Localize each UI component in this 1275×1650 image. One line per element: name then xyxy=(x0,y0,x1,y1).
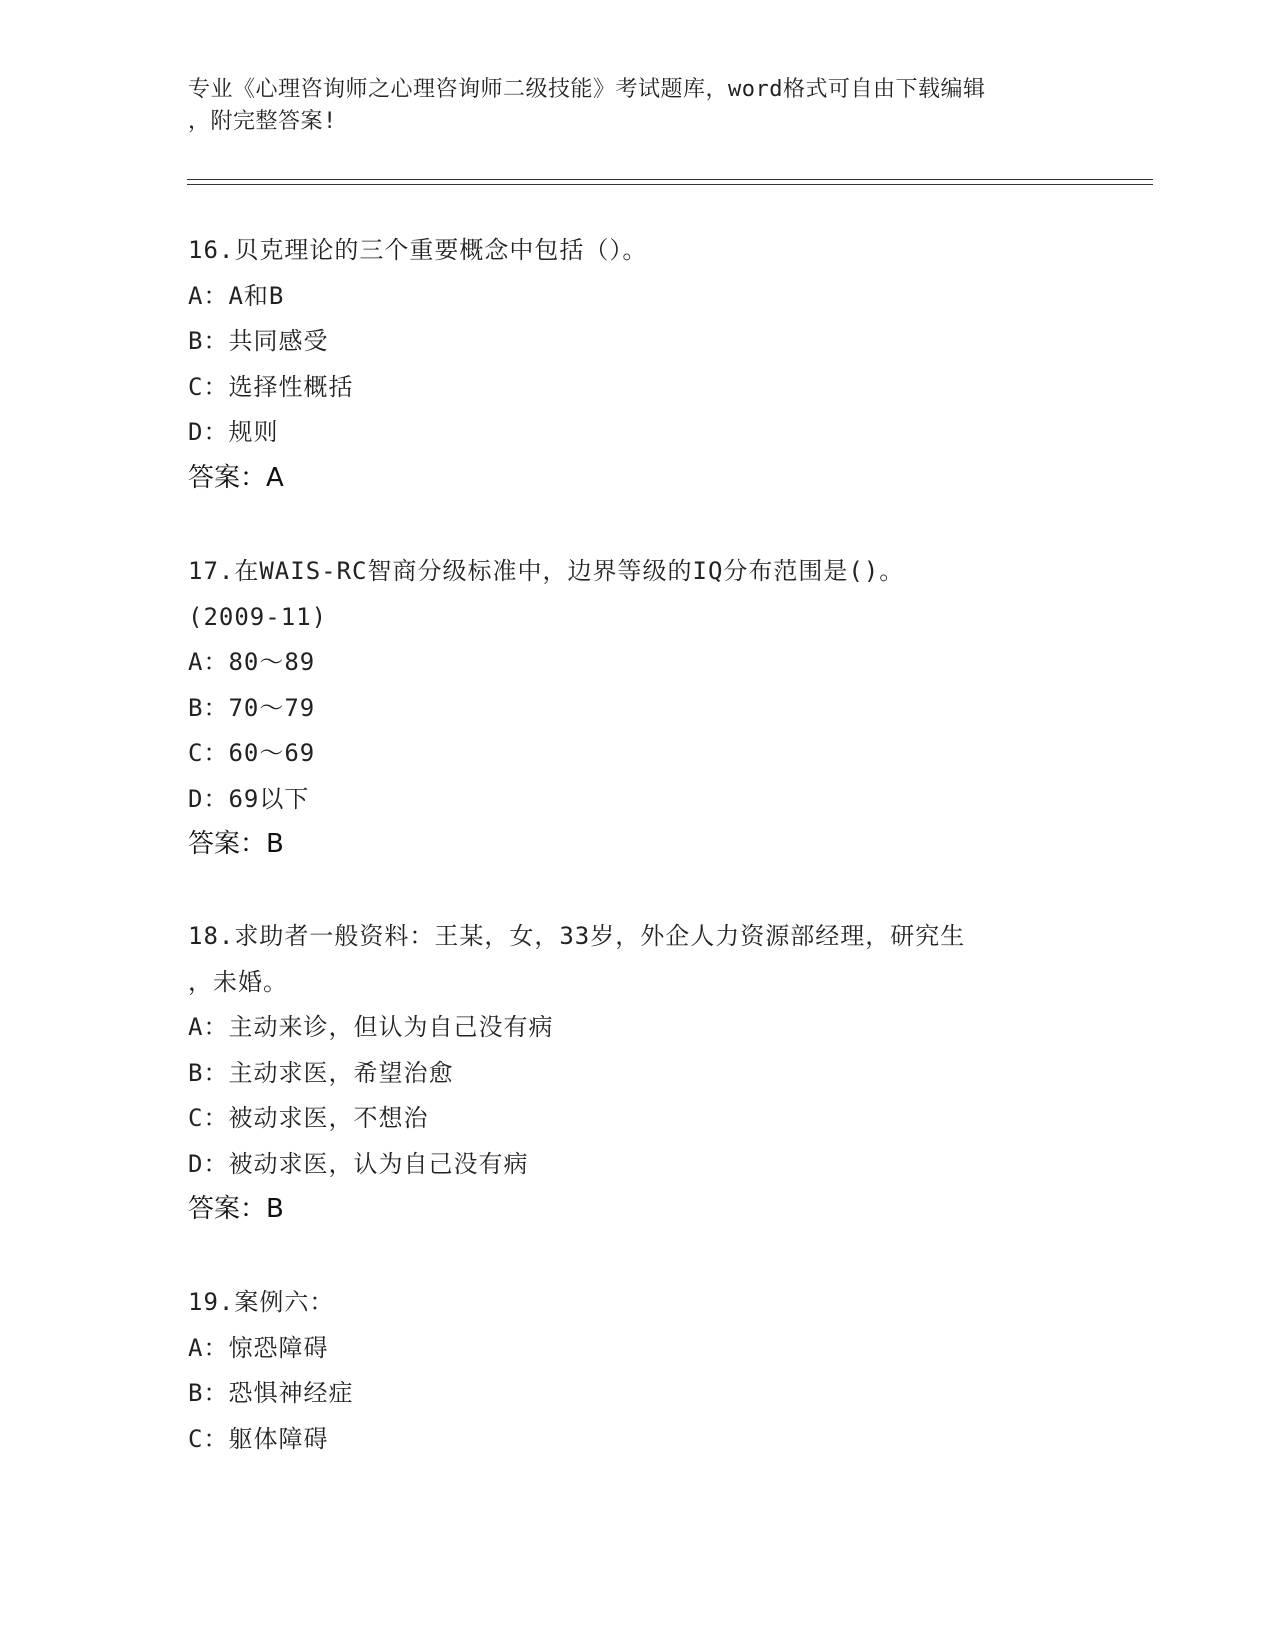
question-stem-continued: ，未婚。 xyxy=(188,967,288,996)
header-divider-top xyxy=(187,179,1153,180)
option-a: A：主动来诊，但认为自己没有病 xyxy=(188,1013,554,1041)
option-c: C：被动求医，不想治 xyxy=(188,1104,429,1132)
option-b: B：共同感受 xyxy=(188,327,329,355)
answer-line: 答案：A xyxy=(188,462,284,493)
option-b: B：恐惧神经症 xyxy=(188,1379,354,1407)
option-a: A：惊恐障碍 xyxy=(188,1333,329,1362)
question-19 xyxy=(188,1280,1088,1462)
answer-line: 答案：B xyxy=(188,1194,284,1224)
question-stem: 18.求助者一般资料：王某，女，33岁，外企人力资源部经理，研究生 xyxy=(188,922,966,950)
question-16 xyxy=(188,228,1088,501)
question-17 xyxy=(188,549,1088,868)
question-stem: 17.在WAIS-RC智商分级标准中，边界等级的IQ分布范围是()。 xyxy=(188,557,905,585)
answer-line: 答案：B xyxy=(188,829,284,859)
option-a: A：A和B xyxy=(188,281,285,310)
option-b: B：主动求医，希望治愈 xyxy=(188,1058,454,1087)
question-18 xyxy=(188,914,1088,1233)
question-stem-continued: (2009-11) xyxy=(188,602,328,631)
option-d: D：规则 xyxy=(188,418,279,446)
option-c: C：选择性概括 xyxy=(188,372,354,401)
question-stem: 16.贝克理论的三个重要概念中包括（）。 xyxy=(188,236,648,264)
option-d: D：被动求医，认为自己没有病 xyxy=(188,1149,529,1178)
question-stem: 19.案例六： xyxy=(188,1288,335,1316)
option-d: D：69以下 xyxy=(188,784,310,813)
option-a: A：80～89 xyxy=(188,648,316,676)
option-c: C：躯体障碍 xyxy=(188,1424,329,1453)
header-line-1: 专业《心理咨询师之心理咨询师二级技能》考试题库，word格式可自由下载编辑 xyxy=(188,77,986,102)
header-divider-bottom xyxy=(187,184,1153,185)
option-b: B：70～79 xyxy=(188,693,316,722)
header-line-2: ，附完整答案! xyxy=(188,109,337,134)
document-header xyxy=(188,74,1088,138)
option-c: C：60～69 xyxy=(188,739,316,767)
